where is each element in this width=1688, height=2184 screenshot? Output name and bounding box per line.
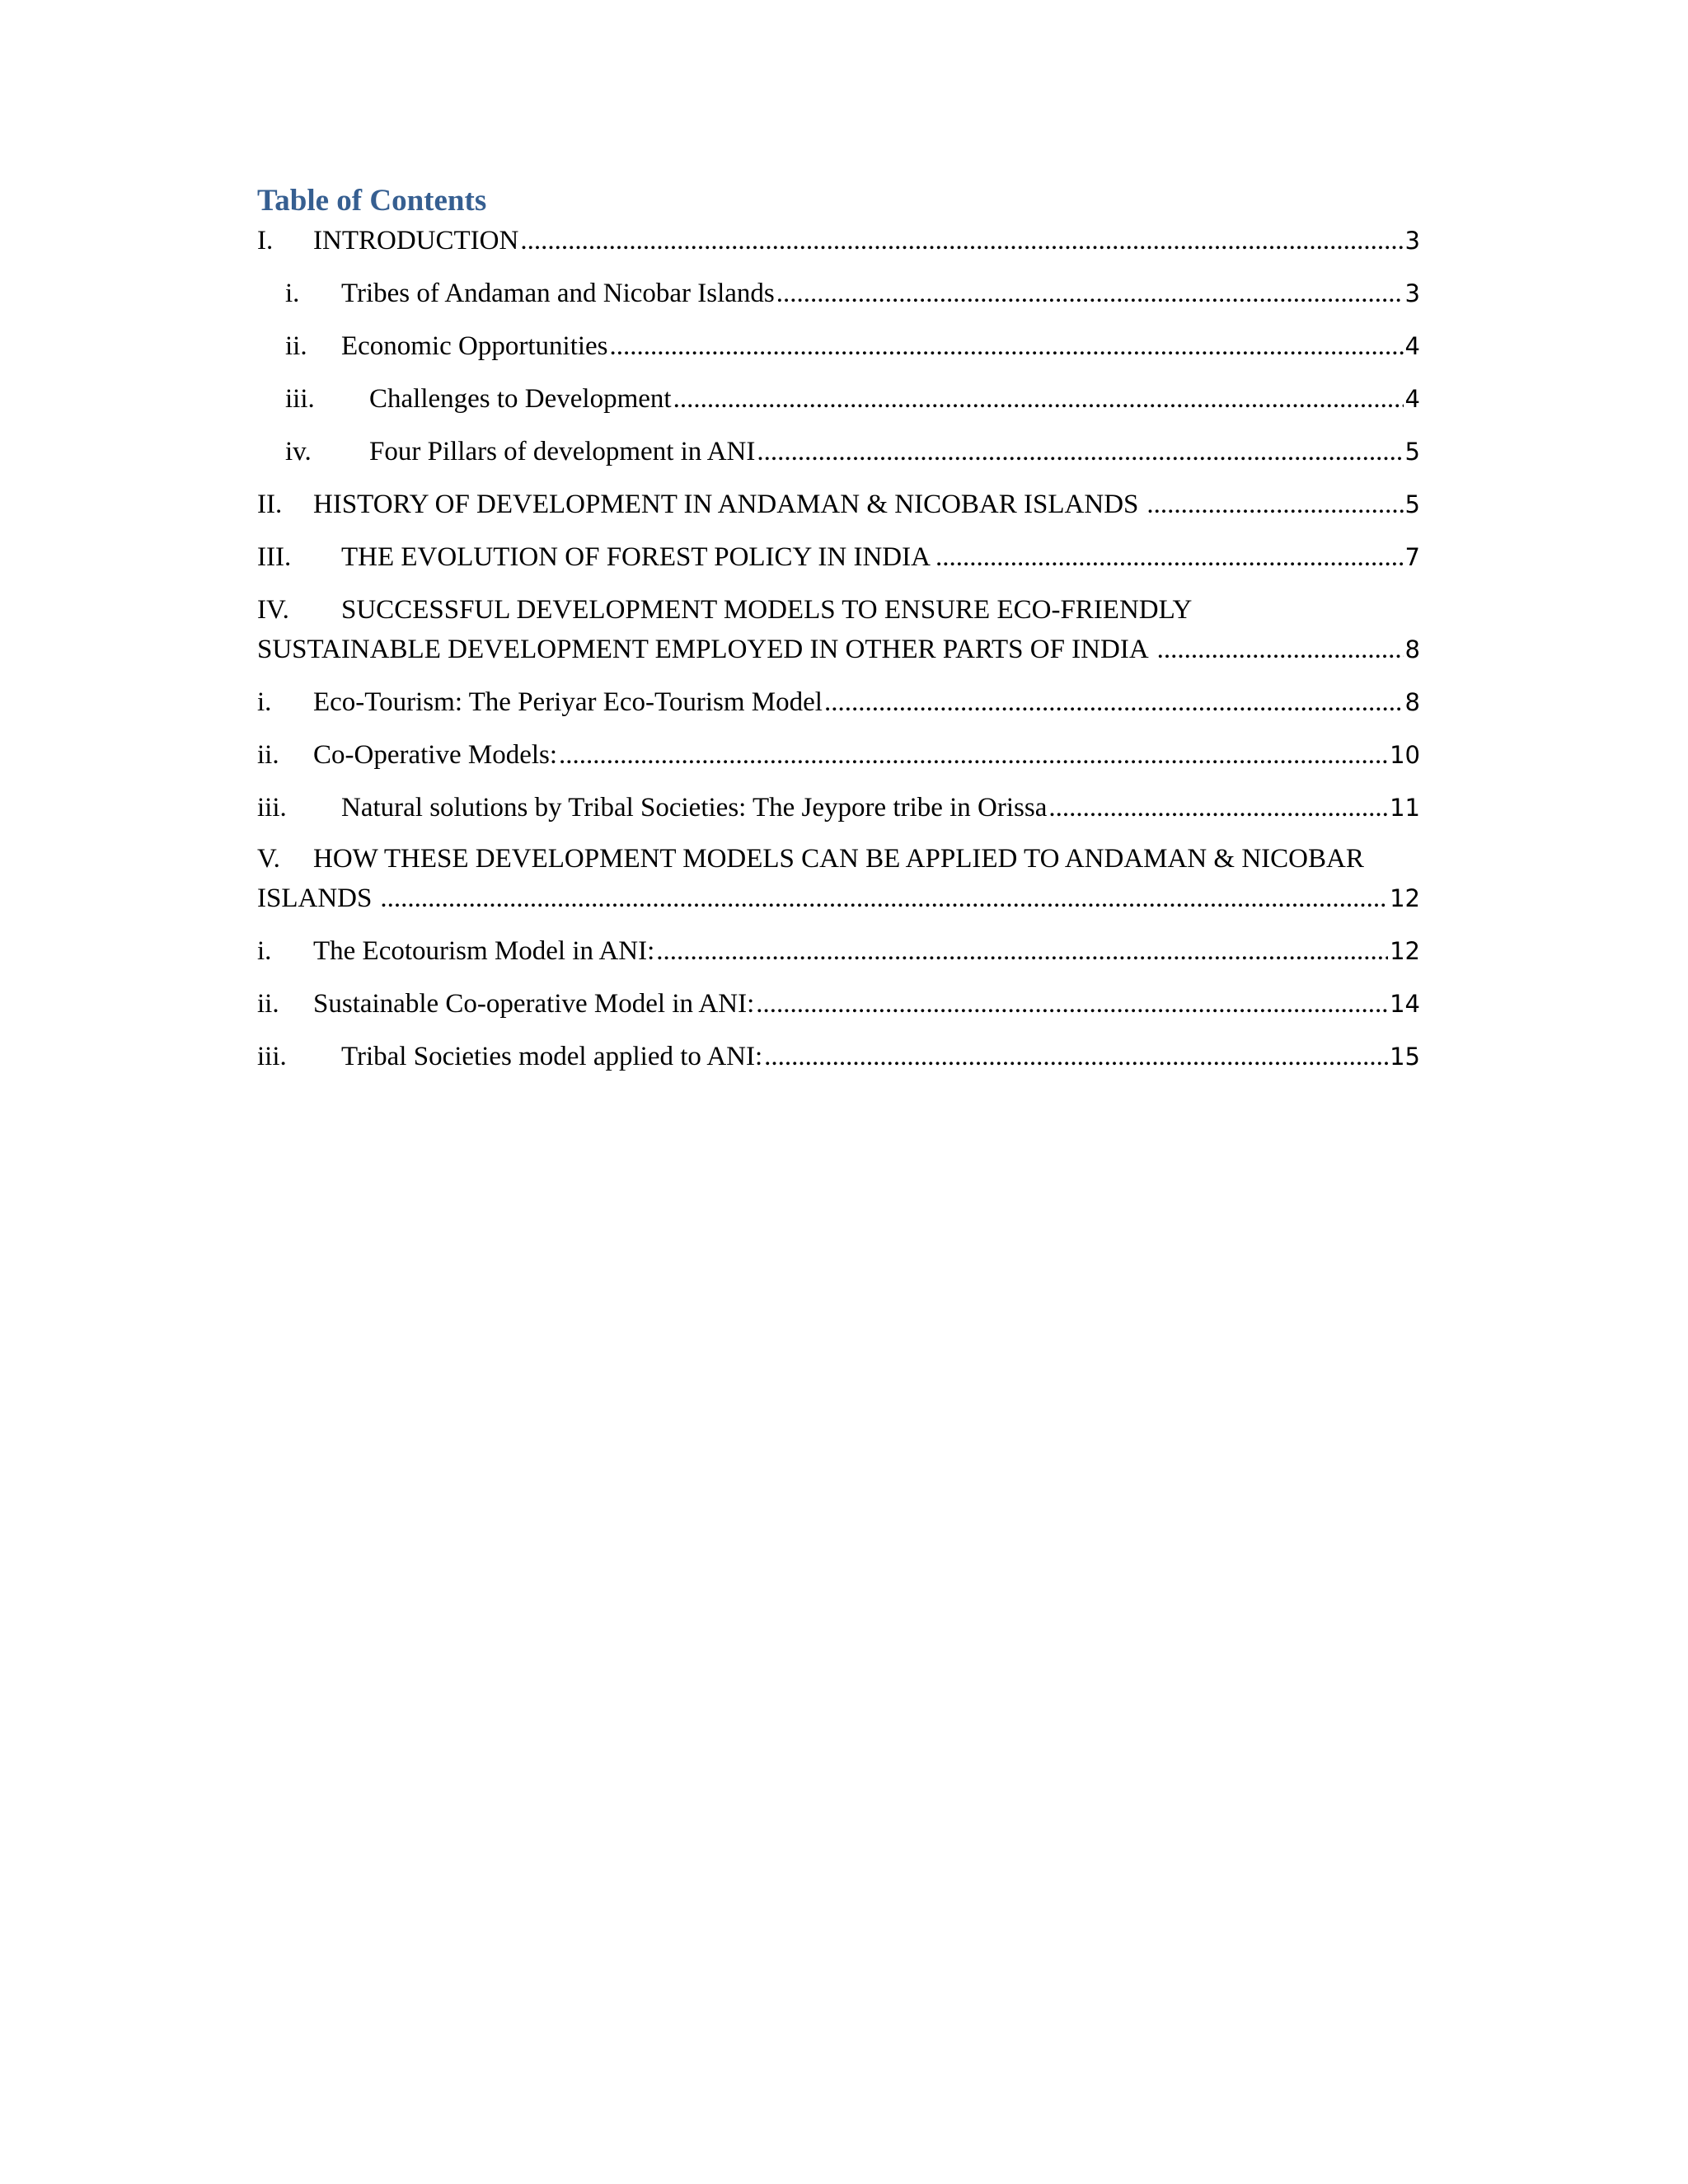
toc-leader-dots: [559, 740, 1388, 771]
toc-entry-number: IV.: [257, 595, 289, 625]
toc-entry-first-line[interactable]: [257, 595, 1192, 626]
toc-entry-text: Natural solutions by Tribal Societies: The Jeypore tribe in Orissa: [341, 793, 1048, 823]
toc-entry-page: 3: [1404, 279, 1420, 307]
toc-leader-dots: [935, 542, 1404, 573]
toc-entry[interactable]: [257, 384, 1420, 419]
toc-entry-page: 8: [1404, 688, 1420, 716]
toc-entry-page: 8: [1404, 635, 1420, 663]
toc-entry-page: 4: [1404, 332, 1420, 360]
toc-entry-text: Economic Opportunities: [341, 331, 608, 361]
toc-leader-dots: [1146, 490, 1403, 520]
toc-entry-number: ii.: [257, 740, 279, 770]
toc-entry-text: The Ecotourism Model in ANI:: [313, 936, 655, 966]
toc-entry-number: iii.: [257, 1042, 287, 1071]
toc-entry[interactable]: [257, 331, 1420, 366]
toc-entry[interactable]: [257, 793, 1420, 827]
toc-entry[interactable]: [257, 989, 1420, 1024]
toc-leader-dots: [764, 1042, 1388, 1072]
toc-entry-page: 12: [1390, 884, 1420, 912]
toc-entry[interactable]: [257, 936, 1420, 971]
toc-entry-text: Eco-Tourism: The Periyar Eco-Tourism Model: [313, 687, 823, 717]
toc-entry-text: Four Pillars of development in ANI: [369, 437, 756, 466]
toc-entry[interactable]: [257, 226, 1420, 260]
toc-entry-number: III.: [257, 542, 292, 572]
toc-entry-text: Tribes of Andaman and Nicobar Islands: [341, 279, 775, 308]
toc-entry-page: 4: [1404, 385, 1420, 413]
toc-entry-page: 10: [1390, 741, 1420, 769]
toc-entry-text: SUSTAINABLE DEVELOPMENT EMPLOYED IN OTHER PARTS OF INDIA: [257, 635, 1149, 664]
toc-entry-text: HOW THESE DEVELOPMENT MODELS CAN BE APPLIED TO ANDAMAN & NICOBAR: [313, 844, 1364, 874]
toc-entry-text: ISLANDS: [257, 883, 373, 913]
toc-entry-page: 14: [1390, 990, 1420, 1018]
toc-entry-number: I.: [257, 226, 274, 255]
toc-entry-number: ii.: [257, 989, 279, 1019]
toc-entry-text: Tribal Societies model applied to ANI:: [341, 1042, 763, 1071]
toc-leader-dots: [520, 226, 1403, 256]
toc-entry-number: i.: [257, 687, 272, 717]
toc-leader-dots: [656, 936, 1388, 967]
toc-entry-text: INTRODUCTION: [313, 226, 519, 255]
toc-leader-dots: [776, 279, 1404, 309]
toc-entry-number: i.: [257, 936, 272, 966]
toc-leader-dots: [824, 687, 1404, 718]
toc-entry-number: iv.: [285, 437, 312, 466]
toc-entry-text: Sustainable Co-operative Model in ANI:: [313, 989, 755, 1019]
toc-entry-page: 7: [1404, 543, 1420, 571]
toc-entry[interactable]: [257, 279, 1420, 313]
toc-entry-number: V.: [257, 844, 280, 874]
toc-entry-number: II.: [257, 490, 283, 519]
toc-leader-dots: [1157, 635, 1404, 665]
toc-entry-text: THE EVOLUTION OF FOREST POLICY IN INDIA: [341, 542, 931, 572]
toc-entry[interactable]: [257, 1042, 1420, 1076]
toc-leader-dots: [673, 384, 1404, 415]
toc-leader-dots: [756, 989, 1388, 1019]
toc-entry[interactable]: [257, 883, 1420, 918]
toc-entry-page: 5: [1404, 438, 1420, 466]
toc-entry-first-line[interactable]: [257, 844, 1364, 874]
toc-entry-number: iii.: [285, 384, 315, 414]
toc-entry-number: i.: [285, 279, 300, 308]
toc-entry-page: 11: [1390, 794, 1420, 822]
toc-entry[interactable]: [257, 542, 1420, 577]
toc-entry-page: 12: [1390, 937, 1420, 965]
toc-entry-number: iii.: [257, 793, 287, 823]
toc-entry-text: Challenges to Development: [369, 384, 672, 414]
toc-entry-page: 5: [1404, 490, 1420, 518]
toc-entry[interactable]: [257, 740, 1420, 775]
toc-leader-dots: [610, 331, 1404, 362]
toc-title: Table of Contents: [257, 184, 487, 218]
toc-leader-dots: [380, 883, 1388, 914]
toc-leader-dots: [1048, 793, 1388, 823]
toc-leader-dots: [757, 437, 1403, 467]
toc-entry-number: ii.: [285, 331, 307, 361]
toc-entry-text: Co-Operative Models:: [313, 740, 558, 770]
toc-entry[interactable]: [257, 490, 1420, 524]
toc-entry-page: 3: [1404, 227, 1420, 255]
toc-entry-text: HISTORY OF DEVELOPMENT IN ANDAMAN & NICOBAR ISLANDS: [313, 490, 1139, 519]
toc-entry-page: 15: [1390, 1043, 1420, 1071]
toc-entry[interactable]: [257, 437, 1420, 471]
toc-entry-text: SUCCESSFUL DEVELOPMENT MODELS TO ENSURE ECO-FRIENDLY: [341, 595, 1193, 625]
toc-entry[interactable]: [257, 635, 1420, 669]
toc-entry[interactable]: [257, 687, 1420, 722]
